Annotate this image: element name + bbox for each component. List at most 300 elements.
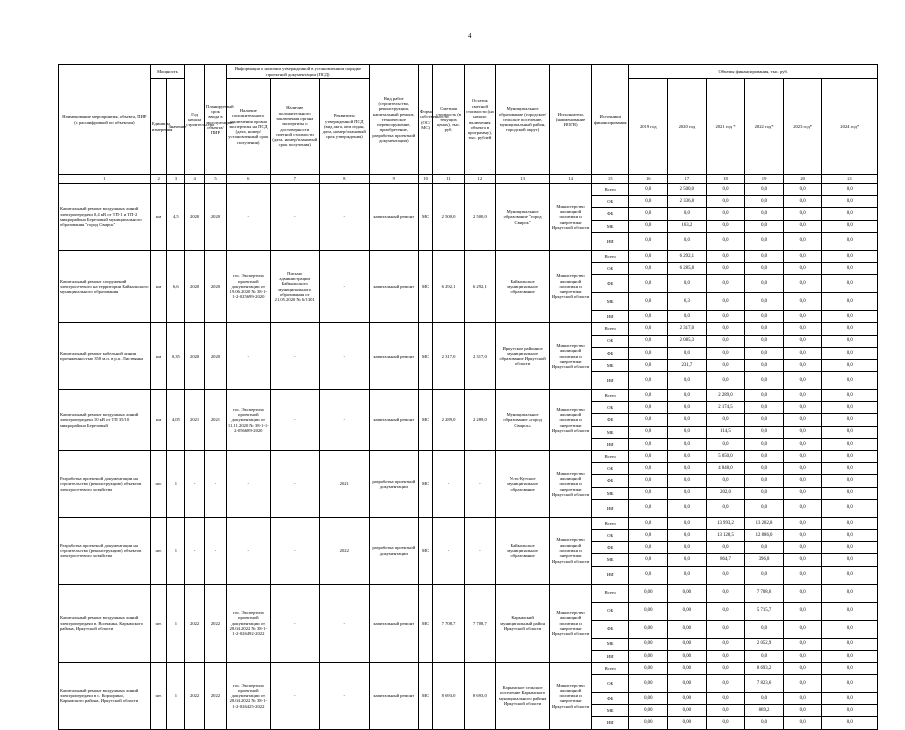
project-cost: 2 289,0 <box>433 390 464 451</box>
financing-source: ОБ <box>591 463 629 475</box>
financing-value: 0,00 <box>668 705 707 717</box>
financing-value: 2 336,8 <box>668 196 707 208</box>
financing-value: 0,0 <box>745 463 784 475</box>
financing-value: 0,0 <box>706 250 745 262</box>
financing-value: 0,0 <box>822 717 878 729</box>
financing-source: МБ <box>591 359 629 371</box>
project-start-year: 2021 <box>185 390 205 451</box>
financing-value: 0,0 <box>706 208 745 220</box>
header-year-2021: 2021 год * <box>706 79 745 175</box>
financing-value: 0,0 <box>822 675 878 693</box>
financing-value: 0,00 <box>668 620 707 638</box>
project-psd-requisites: 2021 <box>319 451 369 518</box>
financing-value: 0,0 <box>706 650 745 662</box>
header-capacity: Мощность <box>150 65 184 79</box>
financing-value: 0,0 <box>822 584 878 602</box>
project-remaining-cost: 8 693,0 <box>464 662 495 729</box>
financing-value: 0,0 <box>783 554 822 566</box>
financing-source: ФБ <box>591 208 629 220</box>
column-number: 19 <box>745 175 784 184</box>
project-psd-conclusion: гос. Экспертиза проектной документации от 11.11.2020 № 38-1-1-2-056689-2020 <box>226 390 270 451</box>
financing-value: 7 708,6 <box>745 584 784 602</box>
financing-value: 0,0 <box>706 323 745 335</box>
project-name: Капитальный ремонт сооружений электросетевого на территории Байкальского муниципального образования <box>59 250 151 323</box>
financing-value: 0,0 <box>706 359 745 371</box>
financing-value: 0,0 <box>706 196 745 208</box>
header-year-2020: 2020 год <box>668 79 707 175</box>
project-end-year: 2022 <box>205 584 227 662</box>
project-psd-conclusion: - <box>226 517 270 584</box>
financing-value: 0,0 <box>822 529 878 541</box>
financing-row <box>59 517 878 529</box>
financing-value: 0,0 <box>745 311 784 323</box>
financing-value: 0,00 <box>668 675 707 693</box>
financing-value: 0,0 <box>668 414 707 426</box>
project-unit: шт. <box>150 517 167 584</box>
financing-value: 0,0 <box>745 372 784 390</box>
financing-value: 0,0 <box>706 184 745 196</box>
financing-value: 0,0 <box>783 499 822 517</box>
financing-value: 0,0 <box>745 359 784 371</box>
financing-source: Всего <box>591 451 629 463</box>
column-number: 18 <box>706 175 745 184</box>
financing-value: 0,0 <box>668 566 707 584</box>
column-number: 3 <box>167 175 185 184</box>
project-start-year: - <box>185 451 205 518</box>
financing-value: 5 715,7 <box>745 602 784 620</box>
financing-value: 0,0 <box>822 487 878 499</box>
financing-value: 0,0 <box>668 402 707 414</box>
financing-source: Всего <box>591 250 629 262</box>
project-form: МС <box>418 584 433 662</box>
financing-source: ИИ <box>591 650 629 662</box>
project-name: Капитальный ремонт воздушных линий электропередачи 0,4 кВ от ТП-1 и ТП-2 микрорайона Березовый муниципального образования "город Свирск" <box>59 184 151 251</box>
project-remaining-cost: 2 289,0 <box>464 390 495 451</box>
financing-value: 0,0 <box>822 638 878 650</box>
project-unit: км <box>150 250 167 323</box>
financing-value: 0,0 <box>822 390 878 402</box>
financing-value: 0,0 <box>783 335 822 347</box>
project-psd-reliability: - <box>270 662 319 729</box>
financing-source: ОБ <box>591 262 629 274</box>
financing-value: 0,0 <box>783 184 822 196</box>
project-municipality: Муниципальное образование «город Свирск» <box>495 390 549 451</box>
financing-value: 0,0 <box>629 475 668 487</box>
header-end-year: Планируемый срок ввода в эксплуатацию объекта/ПИР <box>205 65 227 175</box>
financing-value: 0,0 <box>822 662 878 674</box>
header-psd-group: Информация о наличии утвержденной в установленном порядке проектной документации (ПСД) <box>226 65 369 79</box>
financing-value: 0,0 <box>783 293 822 311</box>
financing-value: 0,0 <box>706 717 745 729</box>
financing-source: МБ <box>591 554 629 566</box>
header-remaining-cost: Остаток сметной стоимости (на начало включения объекта в программу), тыс. рублей <box>464 65 495 175</box>
financing-value: 8 693,2 <box>745 662 784 674</box>
financing-value: 0,0 <box>668 499 707 517</box>
header-work-type: Вид работ (строительство, реконструкция, капитальный ремонт, техническое перевооружение, приобретение, разработка проектной документации) <box>369 65 418 175</box>
project-psd-requisites: - <box>319 323 369 390</box>
project-start-year: - <box>185 517 205 584</box>
financing-source: ИИ <box>591 499 629 517</box>
financing-value: 0,0 <box>668 451 707 463</box>
financing-value: 0,0 <box>745 196 784 208</box>
project-value: 1 <box>167 451 185 518</box>
financing-value: 0,0 <box>745 475 784 487</box>
financing-value: 0,0 <box>822 650 878 662</box>
financing-value: 396,8 <box>745 554 784 566</box>
financing-value: 0,0 <box>822 232 878 250</box>
project-end-year: - <box>205 451 227 518</box>
financing-value: 0,0 <box>783 372 822 390</box>
project-work-type: капитальный ремонт <box>369 184 418 251</box>
header-executor: Исполнитель (наименование ИОГВ) <box>550 65 592 175</box>
column-number: 9 <box>369 175 418 184</box>
financing-source: МБ <box>591 426 629 438</box>
financing-value: 0,0 <box>783 638 822 650</box>
financing-value: 0,0 <box>629 372 668 390</box>
project-work-type: разработка проектной документации <box>369 517 418 584</box>
financing-value: 0,0 <box>783 517 822 529</box>
financing-source: ИИ <box>591 372 629 390</box>
financing-value: 0,0 <box>668 347 707 359</box>
project-remaining-cost: 2 500,0 <box>464 184 495 251</box>
project-cost: - <box>433 517 464 584</box>
financing-value: 869,2 <box>745 705 784 717</box>
column-number: 12 <box>464 175 495 184</box>
column-number: 15 <box>591 175 629 184</box>
financing-value: 0,0 <box>668 311 707 323</box>
financing-value: 0,00 <box>629 584 668 602</box>
financing-value: 0,00 <box>629 675 668 693</box>
financing-value: 0,00 <box>629 693 668 705</box>
financing-value: 0,00 <box>629 717 668 729</box>
financing-value: 0,0 <box>822 335 878 347</box>
financing-source: Всего <box>591 390 629 402</box>
project-form: МС <box>418 323 433 390</box>
financing-value: 0,0 <box>783 359 822 371</box>
header-municipality: Муниципальное образование (городское/сельское поселение, муниципальный район, городской округ) <box>495 65 549 175</box>
financing-value: 0,0 <box>822 359 878 371</box>
financing-value: 0,0 <box>745 620 784 638</box>
column-number: 4 <box>185 175 205 184</box>
financing-value: 5 050,0 <box>706 451 745 463</box>
financing-value: 0,0 <box>706 662 745 674</box>
project-name: Разработка проектной документации на строительство (реконструкцию) объектов электросетевого хозяйства <box>59 517 151 584</box>
financing-value: 2 052,9 <box>745 638 784 650</box>
financing-value: 0,0 <box>629 566 668 584</box>
financing-value: 0,0 <box>822 463 878 475</box>
project-psd-reliability: - <box>270 517 319 584</box>
project-value: 1 <box>167 662 185 729</box>
financing-source: Всего <box>591 323 629 335</box>
financing-source: ОБ <box>591 602 629 620</box>
financing-value: 0,0 <box>822 602 878 620</box>
project-start-year: 2020 <box>185 250 205 323</box>
financing-value: 0,0 <box>822 517 878 529</box>
financing-value: 0,0 <box>783 717 822 729</box>
project-psd-requisites: 2022 <box>319 517 369 584</box>
financing-value: 0,0 <box>629 323 668 335</box>
project-name: Разработка проектной документации на строительство (реконструкцию) объектов электросетевого хозяйства <box>59 451 151 518</box>
financing-value: 0,0 <box>745 542 784 554</box>
financing-source: ФБ <box>591 347 629 359</box>
project-executor: Министерство жилищной политики и энергетики Иркутской области <box>550 390 592 451</box>
financing-value: 0,0 <box>783 196 822 208</box>
project-work-type: капитальный ремонт <box>369 323 418 390</box>
project-psd-reliability: - <box>270 323 319 390</box>
project-municipality: Усть-Кутское муниципальное образование <box>495 451 549 518</box>
financing-value: 0,0 <box>629 250 668 262</box>
financing-source: ФБ <box>591 475 629 487</box>
financing-value: 0,0 <box>822 705 878 717</box>
project-value: 4,5 <box>167 184 185 251</box>
project-psd-reliability: - <box>270 451 319 518</box>
financing-value: 0,0 <box>706 705 745 717</box>
project-cost: 2 500,0 <box>433 184 464 251</box>
financing-value: 0,0 <box>822 220 878 232</box>
financing-row <box>59 662 878 674</box>
project-work-type: разработка проектной документации <box>369 451 418 518</box>
financing-value: 0,0 <box>745 426 784 438</box>
financing-value: 0,0 <box>629 438 668 450</box>
financing-row <box>59 323 878 335</box>
project-psd-conclusion: гос. Экспертиза проектной документации от 28.04.2022 № 38-1-1-2-026492-2022 <box>226 584 270 662</box>
project-psd-conclusion: - <box>226 184 270 251</box>
financing-source: Всего <box>591 662 629 674</box>
financing-value: 0,0 <box>783 620 822 638</box>
financing-value: 0,0 <box>706 602 745 620</box>
column-number: 21 <box>822 175 878 184</box>
financing-value: 0,00 <box>668 638 707 650</box>
financing-value: 0,0 <box>706 220 745 232</box>
financing-value: 0,0 <box>822 554 878 566</box>
project-end-year: 2020 <box>205 323 227 390</box>
financing-value: 0,0 <box>745 323 784 335</box>
financing-value: 0,0 <box>706 232 745 250</box>
project-value: 4,05 <box>167 390 185 451</box>
financing-value: 0,0 <box>706 620 745 638</box>
financing-value: 0,0 <box>706 675 745 693</box>
financing-value: 0,0 <box>629 293 668 311</box>
financing-value: 0,00 <box>668 650 707 662</box>
financing-value: 0,0 <box>822 451 878 463</box>
project-name: Капитальный ремонт кабельной линии протяженностью 350 м.п. в р.п. Листвянка <box>59 323 151 390</box>
financing-value: 2 174,5 <box>706 402 745 414</box>
financing-value: 0,0 <box>668 426 707 438</box>
financing-value: 0,0 <box>706 262 745 274</box>
project-psd-reliability: - <box>270 584 319 662</box>
project-form: МС <box>418 250 433 323</box>
financing-value: 0,0 <box>783 487 822 499</box>
project-value: 1 <box>167 517 185 584</box>
financing-source: ФБ <box>591 414 629 426</box>
project-form: МС <box>418 184 433 251</box>
financing-value: 12 886,0 <box>745 529 784 541</box>
financing-value: 0,0 <box>668 475 707 487</box>
financing-value: 0,0 <box>745 262 784 274</box>
financing-source: ОБ <box>591 402 629 414</box>
financing-value: 0,0 <box>745 184 784 196</box>
project-end-year: 2020 <box>205 184 227 251</box>
project-remaining-cost: 7 708,7 <box>464 584 495 662</box>
project-value: 0,35 <box>167 323 185 390</box>
financing-value: 0,0 <box>629 220 668 232</box>
project-psd-reliability: - <box>270 184 319 251</box>
financing-value: 163,2 <box>668 220 707 232</box>
financing-value: 0,0 <box>745 250 784 262</box>
project-start-year: 2022 <box>185 584 205 662</box>
financing-value: 0,0 <box>629 529 668 541</box>
financing-value: 0,0 <box>822 293 878 311</box>
financing-value: 0,0 <box>783 705 822 717</box>
financing-value: 0,0 <box>783 347 822 359</box>
financing-value: 0,0 <box>822 184 878 196</box>
financing-value: 0,0 <box>822 250 878 262</box>
financing-value: 0,0 <box>783 451 822 463</box>
financing-value: 0,0 <box>745 220 784 232</box>
project-cost: - <box>433 451 464 518</box>
financing-value: 0,0 <box>783 662 822 674</box>
project-municipality: Байкальское муниципальное образование <box>495 250 549 323</box>
financing-value: 0,0 <box>706 499 745 517</box>
financing-value: 0,0 <box>629 451 668 463</box>
financing-row <box>59 451 878 463</box>
column-number: 10 <box>418 175 433 184</box>
project-executor: Министерство жилищной политики и энергетики Иркутской области <box>550 323 592 390</box>
financing-source: ФБ <box>591 275 629 293</box>
financing-source: ИИ <box>591 717 629 729</box>
project-value: 1 <box>167 584 185 662</box>
project-remaining-cost: - <box>464 517 495 584</box>
financing-value: 0,0 <box>706 347 745 359</box>
financing-value: 0,0 <box>629 402 668 414</box>
financing-value: 0,0 <box>783 311 822 323</box>
financing-source: ИИ <box>591 566 629 584</box>
financing-value: 0,0 <box>706 475 745 487</box>
financing-value: 2 085,3 <box>668 335 707 347</box>
financing-value: 0,0 <box>822 402 878 414</box>
financing-value: 0,0 <box>783 208 822 220</box>
project-name: Капитальный ремонт воздушных линий электропередачи в. Волчанка, Карымского района, Иркутской области <box>59 584 151 662</box>
financing-value: 0,0 <box>629 359 668 371</box>
financing-value: 0,0 <box>783 566 822 584</box>
project-psd-conclusion: - <box>226 323 270 390</box>
financing-value: 0,0 <box>706 542 745 554</box>
header-year-2022: 2022 год* <box>745 79 784 175</box>
financing-value: 0,0 <box>629 487 668 499</box>
header-psd-requisites: Реквизиты утвержденной ПСД (вид акта, кем издан, дата, номер/плановый срок утверждения) <box>319 79 369 175</box>
header-source: Источники финансирования <box>591 65 629 175</box>
financing-value: 0,00 <box>668 693 707 705</box>
finance-table <box>58 64 878 730</box>
financing-value: 0,0 <box>668 232 707 250</box>
project-end-year: 2021 <box>205 390 227 451</box>
header-name: Наименование мероприятия, объекта, ПИР (с расшифровкой по объектам) <box>59 65 151 175</box>
financing-row <box>59 390 878 402</box>
column-number: 13 <box>495 175 549 184</box>
column-number: 14 <box>550 175 592 184</box>
project-municipality: Карымский муниципальный район Иркутской области <box>495 584 549 662</box>
financing-value: 0,0 <box>783 262 822 274</box>
project-start-year: 2022 <box>185 662 205 729</box>
project-work-type: капитальный ремонт <box>369 250 418 323</box>
header-unit: Единицы измерения <box>150 79 167 175</box>
financing-source: МБ <box>591 220 629 232</box>
financing-value: 0,00 <box>629 650 668 662</box>
project-psd-requisites: - <box>319 184 369 251</box>
financing-value: 0,0 <box>629 196 668 208</box>
financing-value: 0,0 <box>783 475 822 487</box>
financing-value: 202,0 <box>706 487 745 499</box>
financing-value: 0,0 <box>822 499 878 517</box>
financing-source: Всего <box>591 584 629 602</box>
project-remaining-cost: - <box>464 451 495 518</box>
financing-value: 6 292,1 <box>668 250 707 262</box>
project-remaining-cost: 2 317,0 <box>464 323 495 390</box>
financing-value: 0,0 <box>822 426 878 438</box>
financing-value: 0,0 <box>745 293 784 311</box>
financing-source: ФБ <box>591 620 629 638</box>
financing-value: 0,0 <box>668 487 707 499</box>
financing-value: 0,0 <box>783 463 822 475</box>
financing-value: 0,0 <box>668 529 707 541</box>
project-work-type: капитальный ремонт <box>369 662 418 729</box>
financing-value: 0,0 <box>745 566 784 584</box>
finance-table-sheet <box>58 64 878 726</box>
financing-value: 7 823,6 <box>745 675 784 693</box>
project-psd-requisites: - <box>319 390 369 451</box>
financing-value: 0,00 <box>629 662 668 674</box>
financing-value: 0,0 <box>822 414 878 426</box>
financing-value: 0,0 <box>783 650 822 662</box>
financing-value: 6 285,8 <box>668 262 707 274</box>
header-start-year: Год начала строительства <box>185 65 205 175</box>
financing-row <box>59 250 878 262</box>
financing-value: 2 317,0 <box>668 323 707 335</box>
project-start-year: 2020 <box>185 184 205 251</box>
financing-value: 0,0 <box>706 311 745 323</box>
financing-value: 0,0 <box>629 311 668 323</box>
financing-source: МБ <box>591 705 629 717</box>
financing-value: 0,0 <box>822 347 878 359</box>
financing-source: ОБ <box>591 335 629 347</box>
project-cost: 2 317,0 <box>433 323 464 390</box>
financing-value: 0,0 <box>745 717 784 729</box>
financing-value: 0,0 <box>706 293 745 311</box>
financing-value: 0,00 <box>668 602 707 620</box>
financing-value: 0,0 <box>629 347 668 359</box>
financing-value: 0,0 <box>822 693 878 705</box>
project-cost: 6 292,1 <box>433 250 464 323</box>
column-number: 5 <box>205 175 227 184</box>
project-unit: шт. <box>150 451 167 518</box>
project-work-type: капитальный ремонт <box>369 584 418 662</box>
financing-value: 0,0 <box>706 693 745 705</box>
financing-value: 0,0 <box>706 335 745 347</box>
project-municipality: Карымское сельское поселение Карымского муниципального района Иркутской области <box>495 662 549 729</box>
financing-value: 0,0 <box>668 542 707 554</box>
financing-value: 6,3 <box>668 293 707 311</box>
financing-value: 0,0 <box>745 499 784 517</box>
financing-value: 0,0 <box>745 390 784 402</box>
header-year-2019: 2019 год <box>629 79 668 175</box>
financing-value: 0,0 <box>706 584 745 602</box>
project-psd-conclusion: - <box>226 451 270 518</box>
project-cost: 7 708,7 <box>433 584 464 662</box>
financing-source: ОБ <box>591 529 629 541</box>
financing-value: 0,0 <box>783 529 822 541</box>
project-name: Капитальный ремонт воздушных линий электропередачи в с. Корхорино, Карымского района, Иркутской области <box>59 662 151 729</box>
financing-value: 0,0 <box>822 208 878 220</box>
